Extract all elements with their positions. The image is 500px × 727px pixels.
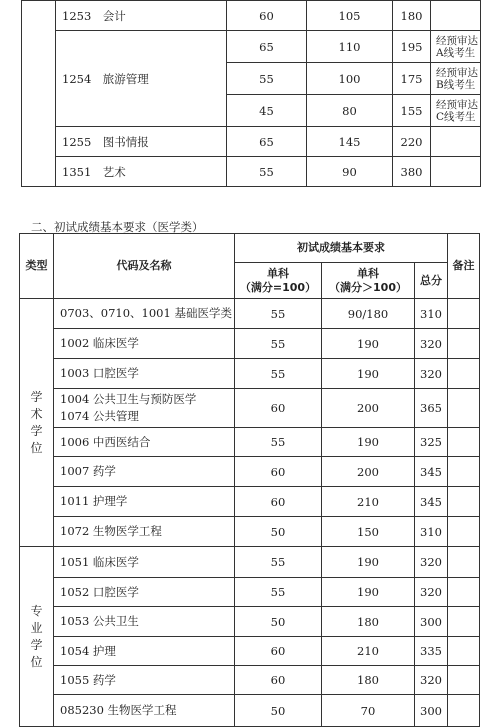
remark: [448, 389, 480, 428]
degree-type-char: 学: [30, 423, 43, 438]
table-row: [20, 547, 480, 578]
degree-type-char: 学: [30, 389, 43, 404]
single-subject-100: 60: [235, 457, 322, 487]
single-subject-100: 50: [235, 517, 322, 547]
remark: [448, 578, 480, 607]
single-subject-over-100: 190: [322, 428, 415, 457]
single-subject-100: 60: [235, 637, 322, 666]
single-subject-over-100: 190: [322, 359, 415, 389]
total-score: 320: [415, 329, 448, 359]
single-subject-100: 60: [227, 1, 307, 31]
degree-type-char: 位: [30, 654, 43, 669]
program-code-name: 1053 公共卫生: [54, 607, 235, 637]
single-subject-over-100: 70: [322, 695, 415, 727]
remark: [448, 637, 480, 666]
degree-type-char: 业: [30, 620, 43, 635]
table-row: [20, 666, 480, 695]
single-subject-100: 55: [235, 428, 322, 457]
total-score: 335: [415, 637, 448, 666]
header-note: 备注: [448, 234, 480, 299]
program-code-name: 1004 公共卫生与预防医学 1074 公共管理: [54, 389, 235, 428]
program-code-name: 1003 口腔医学: [54, 359, 235, 389]
total-score: 310: [415, 517, 448, 547]
single-subject-100: 55: [227, 157, 307, 187]
table-row: [20, 607, 480, 637]
degree-type-char: 专: [30, 603, 43, 618]
table-row: [20, 487, 480, 517]
header-single-over-100: 单科 （满分＞100）: [322, 263, 415, 299]
remark: [448, 428, 480, 457]
total-score: 155: [393, 95, 431, 127]
degree-type-cell: [20, 547, 54, 727]
program-code-name: 1254 旅游管理: [56, 31, 227, 127]
remark: [448, 517, 480, 547]
single-subject-100: 45: [227, 95, 307, 127]
header-requirement-group: 初试成绩基本要求: [235, 234, 448, 263]
single-subject-100: 50: [235, 695, 322, 727]
single-subject-100: 50: [235, 607, 322, 637]
program-code-name: 1072 生物医学工程: [54, 517, 235, 547]
single-subject-over-100: 150: [322, 517, 415, 547]
table-row: [20, 299, 480, 329]
table-row: [20, 329, 480, 359]
program-code-name: 085230 生物医学工程: [54, 695, 235, 727]
total-score: 345: [415, 487, 448, 517]
remark: [448, 547, 480, 578]
blank-type-cell: [22, 1, 56, 187]
degree-type-char: 学: [30, 637, 43, 652]
single-subject-100: 55: [235, 359, 322, 389]
table-row: [22, 127, 481, 157]
single-subject-over-100: 110: [307, 31, 393, 63]
single-subject-over-100: 200: [322, 457, 415, 487]
single-subject-100: 55: [235, 578, 322, 607]
single-subject-over-100: 190: [322, 547, 415, 578]
total-score: 175: [393, 63, 431, 95]
remark: [448, 607, 480, 637]
single-subject-over-100: 180: [322, 607, 415, 637]
single-subject-100: 55: [227, 63, 307, 95]
table-row: [20, 359, 480, 389]
table-row: [20, 457, 480, 487]
remark: [431, 127, 481, 157]
program-code-name: 1007 药学: [54, 457, 235, 487]
degree-type-cell: [20, 299, 54, 547]
table-row: [20, 428, 480, 457]
single-subject-100: 60: [235, 487, 322, 517]
total-score: 320: [415, 359, 448, 389]
table-row: [22, 1, 481, 31]
remark: [448, 299, 480, 329]
table-row: [22, 31, 481, 63]
single-subject-over-100: 190: [322, 578, 415, 607]
remark: 经预审达B线考生: [431, 63, 481, 95]
single-subject-over-100: 80: [307, 95, 393, 127]
remark: [431, 1, 481, 31]
table-row: [22, 157, 481, 187]
remark: 经预审达C线考生: [431, 95, 481, 127]
remark: 经预审达A线考生: [431, 31, 481, 63]
total-score: 300: [415, 607, 448, 637]
table-row: [20, 517, 480, 547]
total-score: 320: [415, 578, 448, 607]
program-code-name: 1006 中西医结合: [54, 428, 235, 457]
total-score: 320: [415, 666, 448, 695]
total-score: 365: [415, 389, 448, 428]
single-subject-100: 65: [227, 31, 307, 63]
remark: [448, 329, 480, 359]
total-score: 300: [415, 695, 448, 727]
single-subject-over-100: 200: [322, 389, 415, 428]
remark: [431, 157, 481, 187]
score-table-previous-section: [21, 0, 481, 187]
single-subject-100: 60: [235, 666, 322, 695]
program-code-name: 1002 临床医学: [54, 329, 235, 359]
single-subject-100: 55: [235, 329, 322, 359]
degree-type-char: 位: [30, 440, 43, 455]
remark: [448, 666, 480, 695]
table-row: [20, 637, 480, 666]
total-score: 380: [393, 157, 431, 187]
header-total: 总分: [415, 263, 448, 299]
program-code-name: 1055 药学: [54, 666, 235, 695]
program-code-name: 1255 图书情报: [56, 127, 227, 157]
remark: [448, 359, 480, 389]
single-subject-100: 65: [227, 127, 307, 157]
total-score: 320: [415, 547, 448, 578]
total-score: 220: [393, 127, 431, 157]
single-subject-over-100: 210: [322, 637, 415, 666]
program-code-name: 1052 口腔医学: [54, 578, 235, 607]
degree-type-char: 术: [30, 406, 43, 421]
single-subject-over-100: 90/180: [322, 299, 415, 329]
single-subject-100: 55: [235, 299, 322, 329]
single-subject-over-100: 190: [322, 329, 415, 359]
total-score: 325: [415, 428, 448, 457]
table-row: [20, 389, 480, 428]
total-score: 180: [393, 1, 431, 31]
single-subject-over-100: 105: [307, 1, 393, 31]
remark: [448, 457, 480, 487]
program-code-name: 1011 护理学: [54, 487, 235, 517]
program-code-name: 1054 护理: [54, 637, 235, 666]
single-subject-over-100: 90: [307, 157, 393, 187]
program-code-name: 1351 艺术: [56, 157, 227, 187]
remark: [448, 695, 480, 727]
remark: [448, 487, 480, 517]
program-code-name: 0703、0710、1001 基础医学类: [54, 299, 235, 329]
total-score: 310: [415, 299, 448, 329]
program-code-name: 1051 临床医学: [54, 547, 235, 578]
table-row: [20, 578, 480, 607]
single-subject-over-100: 100: [307, 63, 393, 95]
total-score: 195: [393, 31, 431, 63]
single-subject-100: 60: [235, 389, 322, 428]
header-single-100: 单科 （满分=100）: [235, 263, 322, 299]
single-subject-over-100: 210: [322, 487, 415, 517]
table-row: [20, 695, 480, 727]
total-score: 345: [415, 457, 448, 487]
header-type: 类型: [20, 234, 54, 299]
program-code-name: 1253 会计: [56, 1, 227, 31]
single-subject-over-100: 180: [322, 666, 415, 695]
single-subject-over-100: 145: [307, 127, 393, 157]
section-caption: 二、初试成绩基本要求（医学类）: [31, 220, 204, 234]
single-subject-100: 55: [235, 547, 322, 578]
medical-score-table: [19, 233, 480, 727]
header-code-name: 代码及名称: [54, 234, 235, 299]
